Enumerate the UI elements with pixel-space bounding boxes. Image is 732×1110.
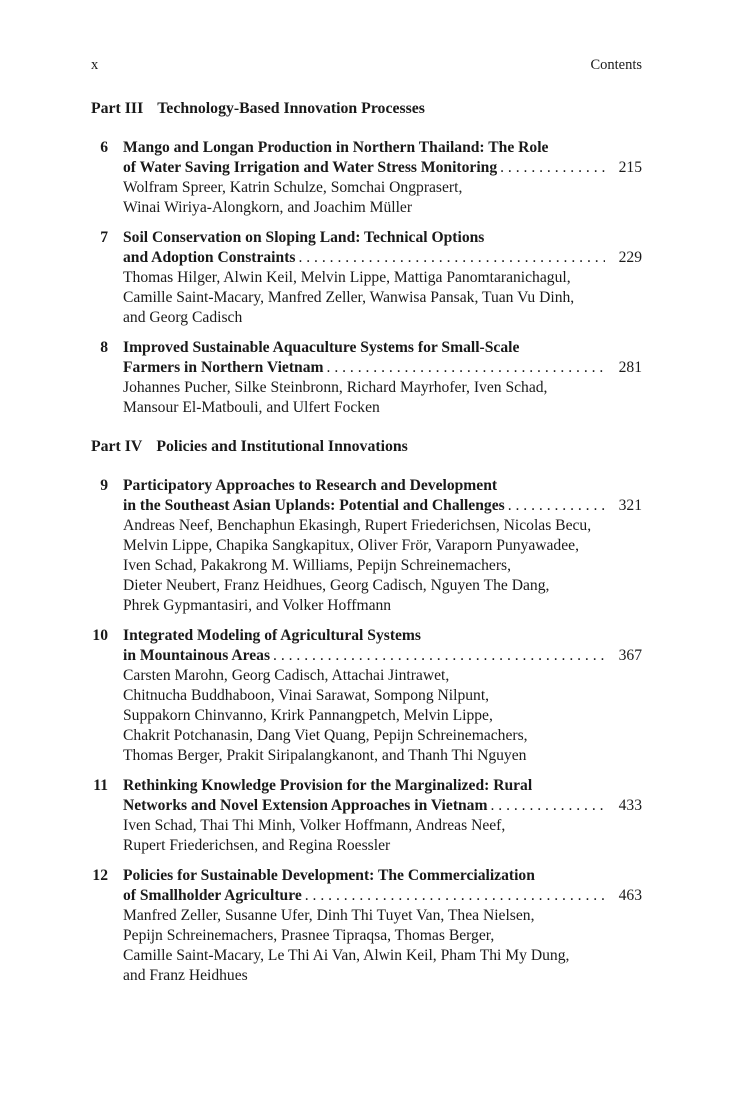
part-number: Part IV: [91, 438, 143, 455]
chapter-title-line: Farmers in Northern Vietnam: [123, 359, 324, 376]
chapter-list: [91, 138, 642, 418]
author-line: Mansour El-Matbouli, and Ulfert Focken: [123, 399, 380, 416]
author-line: Chitnucha Buddhaboon, Vinai Sarawat, Sompong Nilpunt,: [123, 687, 490, 704]
part-heading: [91, 437, 642, 457]
page-number[interactable]: 281: [618, 359, 642, 376]
part-number: Part III: [91, 100, 144, 117]
author-line: Phrek Gypmantasiri, and Volker Hoffmann: [123, 597, 392, 614]
author-line: and Georg Cadisch: [123, 309, 243, 326]
author-line: Andreas Neef, Benchaphun Ekasingh, Rupert Friederichsen, Nicolas Becu,: [123, 517, 592, 534]
chapter-title-final-line: [123, 496, 642, 516]
chapter-authors: [123, 378, 642, 418]
toc-entry-chapter-6[interactable]: [91, 138, 642, 218]
chapter-title-line: Mango and Longan Production in Northern Thailand: The Role: [123, 139, 549, 156]
chapter-title-line: Rethinking Knowledge Provision for the Marginalized: Rural: [123, 777, 533, 794]
dot-leader: [505, 496, 605, 516]
author-line: Pepijn Schreinemachers, Prasnee Tipraqsa, Thomas Berger,: [123, 927, 495, 944]
chapter-title-line: of Smallholder Agriculture: [123, 887, 302, 904]
toc-entry-chapter-9[interactable]: [91, 476, 642, 616]
contents-page: [91, 56, 642, 996]
chapter-authors: [123, 516, 642, 616]
chapter-authors: [123, 178, 642, 218]
chapter-title-line: of Water Saving Irrigation and Water Stress Monitoring: [123, 159, 498, 176]
author-line: Camille Saint-Macary, Manfred Zeller, Wanwisa Pansak, Tuan Vu Dinh,: [123, 289, 575, 306]
dot-leader: [324, 358, 605, 378]
author-line: Suppakorn Chinvanno, Krirk Pannangpetch, Melvin Lippe,: [123, 707, 493, 724]
chapter-authors: [123, 666, 642, 766]
author-line: Camille Saint-Macary, Le Thi Ai Van, Alwin Keil, Pham Thi My Dung,: [123, 947, 570, 964]
chapter-title-final-line: [123, 886, 642, 906]
page-number[interactable]: 215: [618, 159, 642, 176]
chapter-title-line: Participatory Approaches to Research and Development: [123, 477, 498, 494]
chapter-title-final-line: [123, 248, 642, 268]
page-number[interactable]: 367: [618, 647, 642, 664]
chapter-title-final-line: [123, 358, 642, 378]
author-line: Iven Schad, Pakakrong M. Williams, Pepijn Schreinemachers,: [123, 557, 511, 574]
chapter-number: 9: [100, 477, 108, 494]
author-line: Wolfram Spreer, Katrin Schulze, Somchai Ongprasert,: [123, 179, 463, 196]
chapter-title-line: Networks and Novel Extension Approaches in Vietnam: [123, 797, 488, 814]
chapter-title-final-line: [123, 158, 642, 178]
chapter-number: 6: [100, 139, 108, 156]
author-line: Thomas Berger, Prakit Siripalangkanont, and Thanh Thi Nguyen: [123, 747, 527, 764]
chapter-title-line: in Mountainous Areas: [123, 647, 271, 664]
toc-entry-chapter-7[interactable]: [91, 228, 642, 328]
part-3: [91, 99, 642, 418]
page-number[interactable]: 321: [618, 497, 642, 514]
dot-leader: [487, 796, 604, 816]
chapter-number: 11: [93, 777, 108, 794]
chapter-number: 8: [100, 339, 108, 356]
chapter-title-line: Integrated Modeling of Agricultural Systems: [123, 627, 421, 644]
toc-entry-chapter-8[interactable]: [91, 338, 642, 418]
author-line: Johannes Pucher, Silke Steinbronn, Richard Mayrhofer, Iven Schad,: [123, 379, 548, 396]
page-number[interactable]: 229: [618, 249, 642, 266]
chapter-list: [91, 476, 642, 986]
chapter-title-line: Policies for Sustainable Development: The Commercialization: [123, 867, 535, 884]
running-head-section: Contents: [590, 57, 642, 73]
chapter-title-line: Soil Conservation on Sloping Land: Technical Options: [123, 229, 485, 246]
author-line: Manfred Zeller, Susanne Ufer, Dinh Thi Tuyet Van, Thea Nielsen,: [123, 907, 535, 924]
chapter-title-final-line: [123, 646, 642, 666]
author-line: Carsten Marohn, Georg Cadisch, Attachai Jintrawet,: [123, 667, 450, 684]
part-title: Policies and Institutional Innovations: [156, 438, 408, 455]
part-heading: [91, 99, 642, 119]
chapter-number: 7: [100, 229, 108, 246]
chapter-number: 12: [92, 867, 108, 884]
author-line: and Franz Heidhues: [123, 967, 248, 984]
author-line: Rupert Friederichsen, and Regina Roessler: [123, 837, 391, 854]
author-line: Melvin Lippe, Chapika Sangkapitux, Oliver Frör, Varaporn Punyawadee,: [123, 537, 579, 554]
chapter-title-final-line: [123, 796, 642, 816]
chapter-title-line: in the Southeast Asian Uplands: Potential and Challenges: [123, 497, 505, 514]
toc-entry-chapter-10[interactable]: [91, 626, 642, 766]
chapter-number: 10: [92, 627, 108, 644]
part-4: [91, 437, 642, 986]
chapter-title-line: and Adoption Constraints: [123, 249, 296, 266]
folio: x: [91, 57, 99, 73]
author-line: Iven Schad, Thai Thi Minh, Volker Hoffmann, Andreas Neef,: [123, 817, 506, 834]
dot-leader: [497, 158, 604, 178]
chapter-title-line: Improved Sustainable Aquaculture Systems for Small-Scale: [123, 339, 520, 356]
dot-leader: [270, 646, 605, 666]
author-line: Winai Wiriya-Alongkorn, and Joachim Müller: [123, 199, 413, 216]
author-line: Thomas Hilger, Alwin Keil, Melvin Lippe, Mattiga Panomtaranichagul,: [123, 269, 571, 286]
dot-leader: [295, 248, 604, 268]
chapter-authors: [123, 816, 642, 856]
dot-leader: [302, 886, 605, 906]
toc-entry-chapter-11[interactable]: [91, 776, 642, 856]
page-number[interactable]: 463: [618, 887, 642, 904]
page-number[interactable]: 433: [618, 797, 642, 814]
chapter-authors: [123, 906, 642, 986]
part-title: Technology-Based Innovation Processes: [157, 100, 425, 117]
author-line: Dieter Neubert, Franz Heidhues, Georg Cadisch, Nguyen The Dang,: [123, 577, 550, 594]
running-head: [91, 56, 642, 74]
chapter-authors: [123, 268, 642, 328]
toc-entry-chapter-12[interactable]: [91, 866, 642, 986]
author-line: Chakrit Potchanasin, Dang Viet Quang, Pepijn Schreinemachers,: [123, 727, 528, 744]
